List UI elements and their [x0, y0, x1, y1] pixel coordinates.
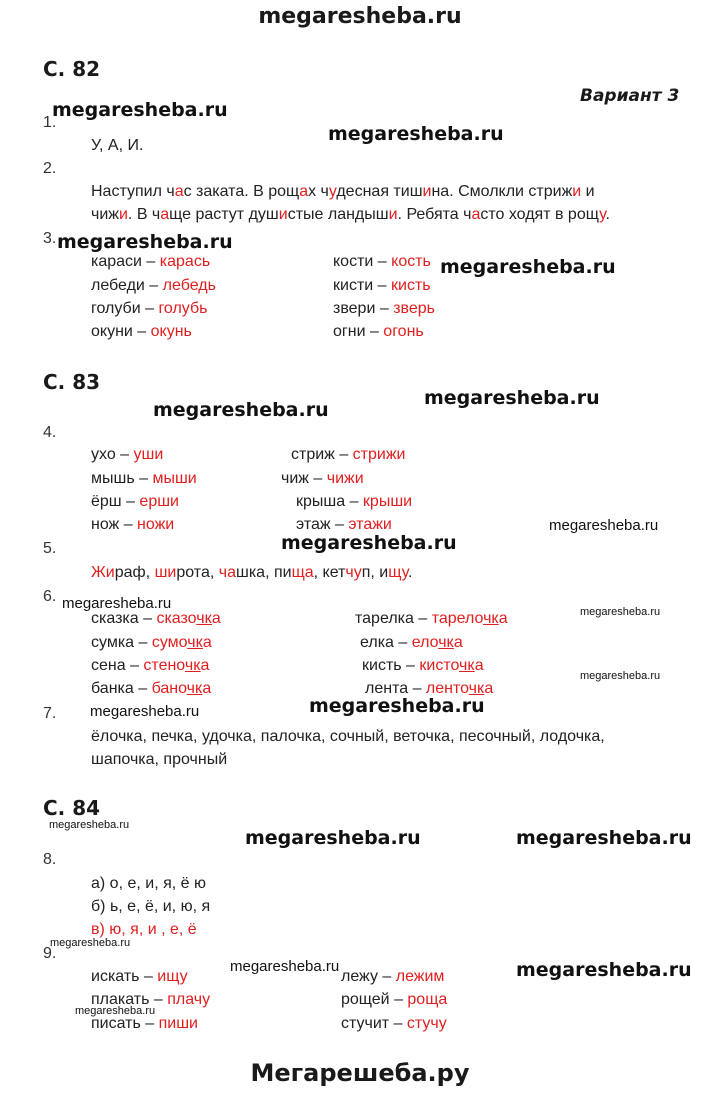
text-segment: ще растут душ	[169, 206, 279, 223]
watermark: megaresheba.ru	[230, 958, 340, 975]
highlighted-letters: Жи	[91, 564, 115, 581]
task-number-3: 3.	[43, 230, 57, 247]
task9-right-1: рощей – роща	[341, 991, 448, 1008]
highlighted-letters: чу	[345, 564, 362, 581]
footer-title: Мегарешеба.ру	[250, 1059, 470, 1087]
task-number-7: 7.	[43, 705, 57, 722]
watermark: megaresheba.ru	[62, 595, 172, 612]
highlighted-letters: и	[572, 183, 582, 200]
watermark: megaresheba.ru	[549, 517, 659, 534]
highlighted-letters: а	[160, 206, 170, 223]
task6-right-1: елка – елочка	[360, 634, 463, 651]
task3-left-2: голуби – голубь	[91, 300, 208, 317]
text-segment: чиж	[91, 206, 119, 223]
text-segment: с заката. В рощ	[183, 183, 300, 200]
task-number-9: 9.	[43, 945, 57, 962]
watermark: megaresheba.ru	[245, 827, 421, 849]
task9-left-0: искать – ищу	[91, 968, 188, 985]
highlighted-letters: а	[174, 183, 184, 200]
watermark: megaresheba.ru	[328, 123, 504, 145]
task9-left-2: писать – пиши	[91, 1015, 198, 1032]
text-segment: десная тиш	[336, 183, 423, 200]
text-segment: стые ландыш	[287, 206, 389, 223]
task4-left-2: ёрш – ерши	[91, 493, 179, 510]
watermark: megaresheba.ru	[580, 670, 661, 682]
task6-right-2: кисть – кисточка	[362, 657, 484, 674]
site-title: megaresheba.ru	[258, 4, 462, 29]
task5-answer	[91, 564, 412, 582]
task4-right-0: стриж – стрижи	[291, 446, 406, 463]
task3-left-0: караси – карась	[91, 253, 211, 270]
task3-left-3: окуни – окунь	[91, 323, 192, 340]
watermark: megaresheba.ru	[580, 606, 661, 618]
task9-right-2: стучит – стучу	[341, 1015, 447, 1032]
watermark: megaresheba.ru	[90, 703, 200, 720]
highlighted-letters: и	[118, 206, 128, 223]
task3-right-1: кисти – кисть	[333, 277, 431, 294]
highlighted-letters: и	[388, 206, 398, 223]
text-segment: п, и	[361, 564, 389, 581]
task3-right-3: огни – огонь	[333, 323, 424, 340]
task3-left-1: лебеди – лебедь	[91, 277, 216, 294]
highlighted-letters: а	[471, 206, 481, 223]
text-segment: раф,	[114, 564, 155, 581]
task6-left-0: сказка – сказочка	[91, 610, 221, 627]
task7-line2: шапочка, прочный	[91, 751, 228, 768]
task2-line1	[91, 183, 595, 201]
section-title-82: С. 82	[43, 57, 101, 81]
task6-right-0: тарелка – тарелочка	[355, 610, 508, 627]
text-segment: Наступил ч	[91, 183, 175, 200]
watermark: megaresheba.ru	[50, 937, 131, 949]
task9-right-0: лежу – лежим	[341, 968, 445, 985]
text-segment: , кет	[313, 564, 346, 581]
text-segment: . В ч	[127, 206, 161, 223]
task4-right-1: чиж – чижи	[281, 470, 364, 487]
task4-left-1: мышь – мыши	[91, 470, 197, 487]
task-number-6: 6.	[43, 588, 57, 605]
task4-right-3: этаж – этажи	[296, 516, 392, 533]
highlighted-letters: ши	[154, 564, 177, 581]
task8-a: а) о, е, и, я, ё ю	[91, 875, 206, 892]
watermark: megaresheba.ru	[516, 827, 692, 849]
task8-c: в) ю, я, и , е, ё	[91, 921, 197, 938]
text-segment: и	[581, 183, 595, 200]
text-segment: сто ходят в рощ	[480, 206, 600, 223]
task8-b: б) ь, е, ё, и, ю, я	[91, 898, 211, 915]
highlighted-letters: и	[422, 183, 432, 200]
highlighted-letters: у	[599, 206, 606, 223]
task7-line1: ёлочка, печка, удочка, палочка, сочный, веточка, песочный, лодочка,	[91, 728, 605, 745]
task-number-8: 8.	[43, 851, 57, 868]
task6-left-3: банка – баночка	[91, 680, 212, 697]
watermark: megaresheba.ru	[281, 532, 457, 554]
task-number-2: 2.	[43, 160, 57, 177]
watermark: megaresheba.ru	[52, 99, 228, 121]
task9-left-1: плакать – плачу	[91, 991, 211, 1008]
section-title-84: С. 84	[43, 796, 101, 820]
task1-answer: У, А, И.	[91, 137, 144, 154]
highlighted-letters: а	[299, 183, 309, 200]
task-number-4: 4.	[43, 424, 57, 441]
task-number-1: 1.	[43, 114, 57, 131]
highlighted-letters: ща	[291, 564, 314, 581]
task3-right-2: звери – зверь	[333, 300, 435, 317]
watermark: megaresheba.ru	[309, 695, 485, 717]
watermark: megaresheba.ru	[153, 399, 329, 421]
text-segment: .	[605, 206, 610, 223]
watermark: megaresheba.ru	[75, 1005, 156, 1017]
section-title-83: С. 83	[43, 370, 101, 394]
task6-left-2: сена – стеночка	[91, 657, 210, 674]
text-segment: .	[407, 564, 413, 581]
variant-label: Вариант 3	[580, 86, 680, 106]
watermark: megaresheba.ru	[516, 959, 692, 981]
task6-left-1: сумка – сумочка	[91, 634, 212, 651]
watermark: megaresheba.ru	[440, 256, 616, 278]
highlighted-letters: у	[328, 183, 337, 200]
task4-left-3: нож – ножи	[91, 516, 175, 533]
text-segment: х ч	[308, 183, 329, 200]
task3-right-0: кости – кость	[333, 253, 431, 270]
highlighted-letters: и	[278, 206, 288, 223]
text-segment: рота,	[176, 564, 219, 581]
task-number-5: 5.	[43, 540, 57, 557]
watermark: megaresheba.ru	[57, 231, 233, 253]
task2-line2	[91, 206, 610, 224]
task4-right-2: крыша – крыши	[296, 493, 413, 510]
text-segment: шка, пи	[235, 564, 292, 581]
highlighted-letters: ча	[218, 564, 236, 581]
watermark: megaresheba.ru	[49, 819, 130, 831]
text-segment: на. Смолкли стриж	[431, 183, 573, 200]
text-segment: . Ребята ч	[397, 206, 472, 223]
highlighted-letters: щу	[388, 564, 408, 581]
task6-right-3: лента – ленточка	[365, 680, 494, 697]
task4-left-0: ухо – уши	[91, 446, 164, 463]
watermark: megaresheba.ru	[424, 387, 600, 409]
